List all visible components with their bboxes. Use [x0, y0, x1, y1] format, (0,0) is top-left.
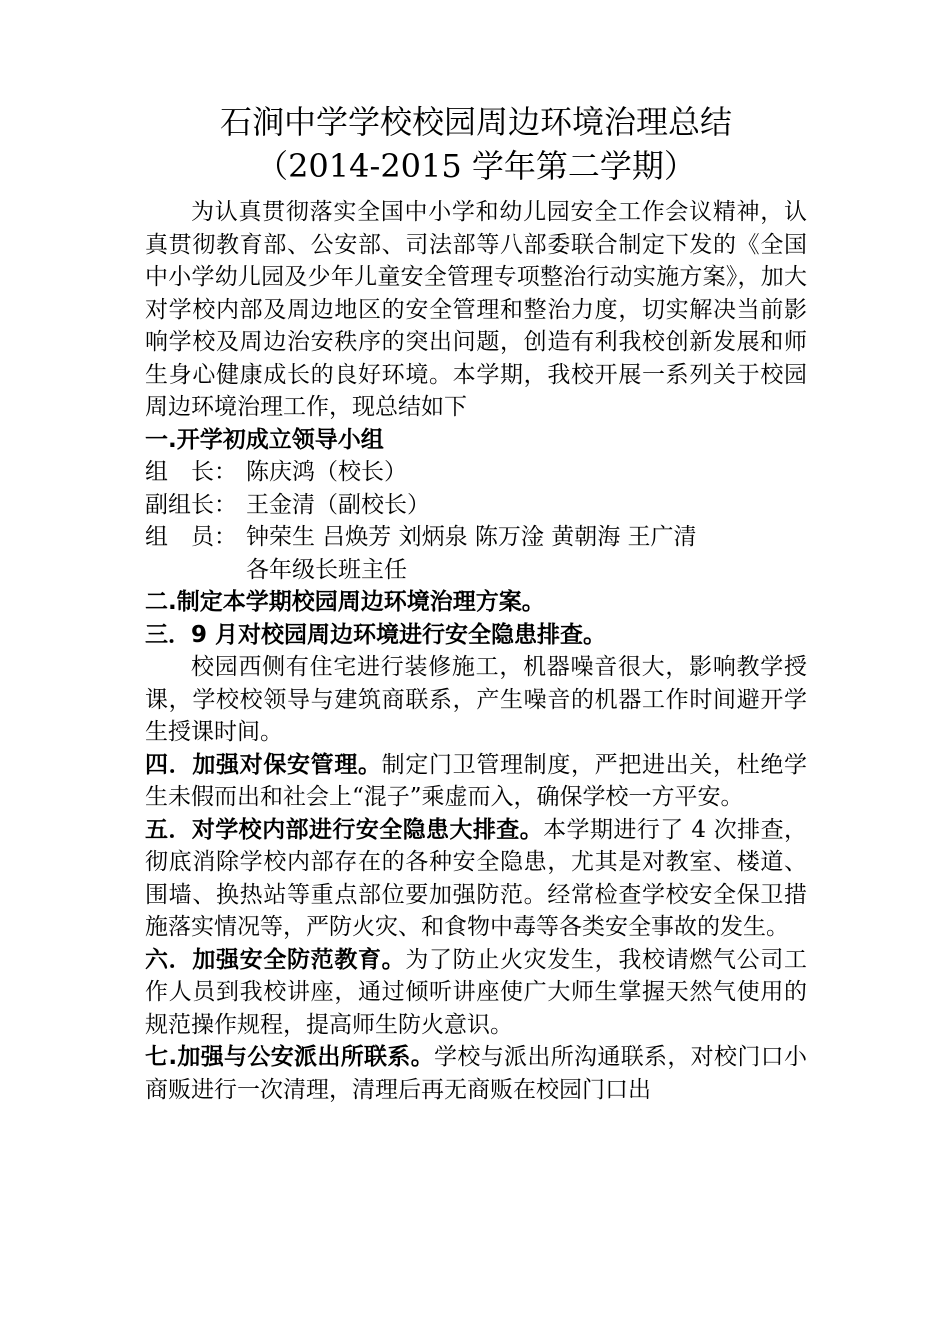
section-5-paragraph [145, 814, 807, 944]
section-3-body: 校园西侧有住宅进行装修施工，机器噪音很大，影响教学授课，学校校领导与建筑商联系，产生噪音的机器工作时间避开学生授课时间。 [145, 654, 807, 745]
section-5-body: 本学期进行了 4 次排查，彻底消除学校内部存在的各种安全隐患，尤其是对教室、楼道、围墙、换热站等重点部位要加强防范。经常检查学校安全保卫措施落实情况等，严防火灾、和食物中毒等各类安全事故的发生。 [145, 816, 807, 940]
document-title: 石涧中学学校校园周边环境治理总结 [219, 103, 732, 141]
members-extra: 各年级长班主任 [246, 556, 407, 583]
section-4-body: 制定门卫管理制度，严把进出关，杜绝学生未假而出和社会上“混子”乘虚而入，确保学校一方平安。 [145, 751, 808, 810]
section-1-heading: 一.开学初成立领导小组 [145, 426, 384, 453]
section-7-paragraph [145, 1041, 807, 1106]
section-4-paragraph [145, 749, 807, 814]
leader-label: 组 长： [145, 459, 237, 485]
section-4-heading: 四．加强对保安管理。 [145, 751, 382, 778]
section-6-heading: 六．加强安全防范教育。 [145, 946, 406, 973]
section-3-heading: 三．9 月对校园周边环境进行安全隐患排查。 [145, 621, 607, 648]
document-page [145, 100, 807, 1106]
deputy-value: 王金清（副校长） [246, 491, 430, 518]
deputy-row [145, 489, 807, 522]
section-5-heading: 五．对学校内部进行安全隐患大排查。 [145, 816, 544, 843]
members-label: 组 员： [145, 524, 237, 550]
leader-row [145, 456, 807, 489]
members-row [145, 521, 807, 554]
section-7-heading: 七.加强与公安派出所联系。 [145, 1044, 435, 1070]
members-value: 钟荣生 吕焕芳 刘炳泉 陈万淦 黄朝海 王广清 [246, 524, 697, 550]
section-2-heading: 二.制定本学期校园周边环境治理方案。 [145, 589, 545, 615]
document-subtitle: （2014-2015 学年第二学期） [256, 147, 696, 185]
section-6-body: 为了防止火灾发生，我校请燃气公司工作人员到我校讲座，通过倾听讲座使广大师生掌握天然气使用的规范操作规程，提高师生防火意识。 [145, 946, 808, 1038]
section-6-paragraph [145, 944, 807, 1042]
section-7-body: 学校与派出所沟通联系，对校门口小商贩进行一次清理，清理后再无商贩在校园门口出 [145, 1044, 808, 1103]
deputy-label: 副组长： [145, 491, 237, 518]
leader-value: 陈庆鸿（校长） [246, 459, 407, 485]
intro-paragraph: 为认真贯彻落实全国中小学和幼儿园安全工作会议精神，认真贯彻教育部、公安部、司法部等八部委联合制定下发的《全国中小学幼儿园及少年儿童安全管理专项整治行动实施方案》，加大对学校内部及周边地区的安全管理和整治力度，切实解决当前影响学校及周边治安秩序的突出问题，创造有利我校创新发展和师生身心健康成长的良好环境。本学期，我校开展一系列关于校园周边环境治理工作，现总结如下 [145, 199, 807, 420]
